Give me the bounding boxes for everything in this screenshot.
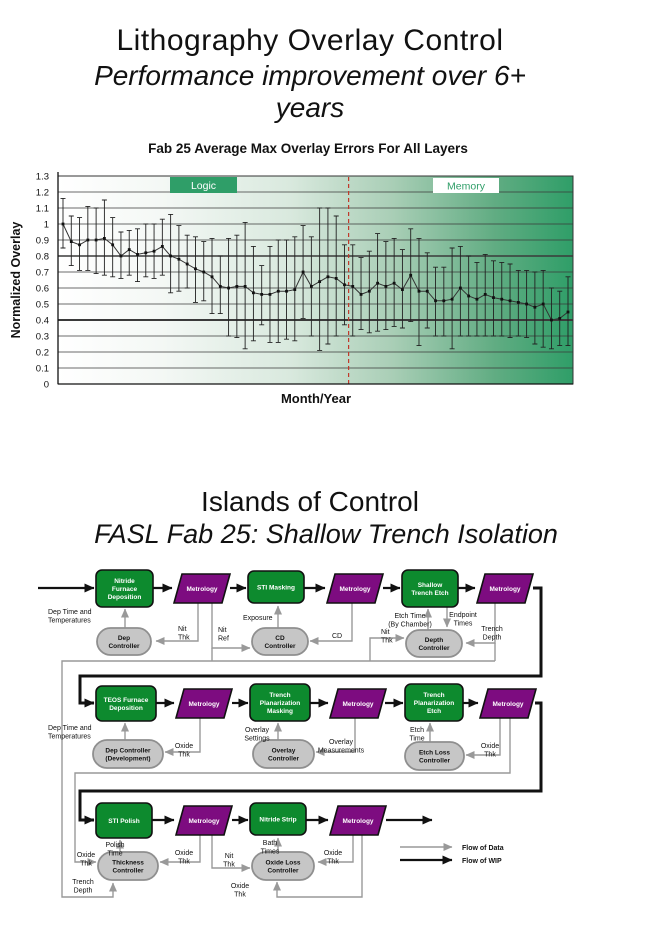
wire-label [481,743,499,759]
data-point-marker [293,288,296,291]
data-point-marker [459,287,462,290]
svg-text:Depth: Depth [482,634,502,642]
wire-label [218,627,229,643]
data-point-marker [376,282,379,285]
wire-label [388,613,432,629]
node-label: CD [275,634,285,642]
node-label: Depth [424,636,444,644]
svg-text:Dep Time and: Dep Time and [48,609,92,616]
data-point-marker [567,311,570,314]
node-cd-controller [252,628,308,655]
data-point-marker [111,243,114,246]
node-label: Metrology [186,585,218,593]
data-point-marker [426,290,429,293]
y-tick-label: 0.1 [35,363,49,375]
svg-text:Oxide: Oxide [76,852,96,859]
svg-text:Oxide: Oxide [174,743,194,750]
data-point-marker [451,298,454,301]
data-point-marker [235,285,238,288]
data-point-marker [335,277,338,280]
y-tick-label: 1 [43,219,49,231]
slide1-title: Lithography Overlay Control [116,24,504,57]
data-point-marker [434,299,437,302]
data-point-marker [525,303,528,306]
wire-label [231,883,249,899]
node-metrology-3 [477,574,533,603]
node-label: Metrology [492,700,524,708]
svg-text:Nit: Nit [224,853,234,860]
data-point-marker [351,285,354,288]
svg-text:Times: Times [260,848,280,856]
y-tick-label: 0.9 [35,235,49,247]
data-flow-wire [310,603,352,641]
svg-text:Thk: Thk [80,860,92,868]
data-point-marker [70,240,73,243]
data-point-marker [153,250,156,253]
node-label: Furnace [111,585,138,593]
data-point-marker [360,293,363,296]
data-point-marker [178,258,181,261]
data-point-marker [542,303,545,306]
node-label: STI Masking [257,584,295,592]
svg-text:Nit: Nit [381,629,390,636]
svg-text:Exposure: Exposure [243,615,273,622]
wire-label [178,626,190,642]
node-metrology-8 [330,806,386,835]
data-point-marker [476,298,479,301]
node-label: Thickness [112,859,144,867]
chart-y-axis-label: Normalized Overlay [9,221,23,339]
data-point-marker [401,288,404,291]
svg-text:Depth: Depth [73,887,93,895]
data-point-marker [442,299,445,302]
wire-label [48,725,92,741]
node-label: Nitride Strip [259,816,297,824]
node-label: Metrology [342,700,374,708]
wire-label [72,879,94,895]
node-nitride-furnace-deposition [96,570,153,607]
node-label: Metrology [188,700,220,708]
node-label: Controller [264,642,296,650]
node-metrology-7 [176,806,232,835]
node-label: Etch Loss [418,749,451,757]
data-point-marker [219,285,222,288]
y-tick-label: 0.2 [35,347,49,359]
node-sti-polish [96,803,152,838]
node-label: Controller [418,757,451,765]
wire-label [223,853,235,869]
node-label: Metrology [489,585,521,593]
node-teos-furnace-deposition [96,686,156,721]
svg-text:Thk: Thk [327,858,339,866]
node-label: Planarization [259,699,301,707]
node-label: STI Polish [108,817,140,825]
wire-label [175,850,193,866]
data-point-marker [327,275,330,278]
svg-text:Oxide: Oxide [174,850,194,857]
svg-text:CD: CD [332,633,343,640]
node-label: Dep [117,634,131,642]
node-label: Controller [418,644,450,652]
svg-text:Thk: Thk [178,858,190,866]
y-tick-label: 1.2 [35,187,49,199]
data-point-marker [285,290,288,293]
node-label: Planarization [413,699,455,707]
data-point-marker [418,290,421,293]
node-metrology-5 [330,689,386,718]
wire-label [48,609,92,625]
node-label: Dep Controller [105,747,151,755]
y-tick-label: 0.6 [35,283,49,295]
wire-label [462,858,502,865]
data-point-marker [484,293,487,296]
node-dep-controller [97,628,151,655]
wire-label [77,852,95,868]
svg-text:Thk: Thk [484,751,496,759]
node-label: Controller [267,755,300,763]
data-point-marker [558,317,561,320]
data-point-marker [318,280,321,283]
svg-text:Etch Time: Etch Time [394,613,426,620]
data-point-marker [260,293,263,296]
svg-text:Endpoint: Endpoint [449,612,477,619]
wire-label [175,743,193,759]
slide2-title: Islands of Control [201,486,419,517]
process-flow-diagram-svg [0,555,652,929]
svg-text:Nit: Nit [178,626,187,633]
node-label: Overlay [271,747,296,755]
node-label: Controller [112,867,144,875]
svg-text:Thk: Thk [178,634,190,642]
data-point-marker [227,287,230,290]
wire-label [244,727,270,743]
node-label: Controller [267,867,299,875]
svg-text:Overlay: Overlay [328,739,354,746]
svg-text:Nit: Nit [218,627,227,634]
svg-text:(By Chamber): (By Chamber) [388,621,432,629]
node-label: Nitride [114,577,135,585]
svg-text:Ref: Ref [218,635,229,643]
data-flow-wire [156,603,198,641]
node-depth-controller [406,630,462,657]
data-point-marker [211,275,214,278]
node-label: Deposition [109,704,143,712]
node-label: Shallow [417,581,443,589]
wire-label [318,739,365,755]
svg-text:Overlay: Overlay [244,727,270,734]
chart-title: Fab 25 Average Max Overlay Errors For All Layers [148,141,468,156]
node-dep-controller-development [93,740,163,768]
data-point-marker [95,239,98,242]
svg-text:Thk: Thk [381,637,393,645]
node-label: TEOS Furnace [103,696,149,704]
data-point-marker [302,271,305,274]
node-label: Deposition [107,593,142,601]
wire-label [332,633,342,640]
wire-label [261,840,280,856]
svg-text:Oxide: Oxide [323,850,343,857]
overlay-error-chart-svg [0,130,652,420]
y-tick-label: 0.5 [35,299,49,311]
data-point-marker [202,271,205,274]
data-point-marker [393,282,396,285]
slide1-subtitle-line2: years [275,92,345,123]
data-point-marker [161,245,164,248]
chart-plot-area [58,176,573,384]
data-point-marker [550,319,553,322]
node-label: Trench [423,691,445,699]
data-point-marker [269,293,272,296]
svg-text:Trench: Trench [481,626,503,633]
svg-text:Dep Time and: Dep Time and [48,725,92,732]
data-point-marker [500,298,503,301]
data-point-marker [467,295,470,298]
data-point-marker [194,267,197,270]
node-label: Trench [269,691,291,699]
svg-text:Oxide: Oxide [480,743,500,750]
svg-text:Etch: Etch [409,727,425,734]
node-metrology-2 [327,574,383,603]
svg-text:Time: Time [107,850,123,858]
svg-text:Flow of Data: Flow of Data [462,845,504,852]
node-overlay-controller [253,740,314,768]
y-tick-label: 0.7 [35,267,49,279]
node-shallow-trench-etch [402,570,458,607]
data-point-marker [368,290,371,293]
chart-x-axis-label: Month/Year [280,391,352,406]
svg-text:Bath: Bath [262,840,278,847]
wire-label [381,629,393,645]
data-point-marker [277,290,280,293]
data-point-marker [409,274,412,277]
svg-text:Times: Times [453,620,473,628]
node-trench-planarization-masking [250,684,310,721]
data-point-marker [533,306,536,309]
wire-label [481,626,503,642]
data-point-marker [103,237,106,240]
node-label: Metrology [339,585,371,593]
node-label: Controller [108,642,140,650]
svg-text:Thk: Thk [178,751,190,759]
node-label: Metrology [188,817,220,825]
data-point-marker [492,296,495,299]
svg-text:Trench: Trench [72,879,94,886]
slide1-subtitle-line1: Performance improvement over 6+ [94,60,526,91]
node-label: Trench Etch [411,589,449,597]
wire-label [462,845,504,852]
svg-text:Settings: Settings [244,735,270,743]
svg-text:Thk: Thk [223,861,235,869]
y-tick-label: 0.3 [35,331,49,343]
svg-text:Temperatures: Temperatures [48,617,91,625]
logic-region-label: Logic [190,180,217,192]
node-label: Metrology [342,817,374,825]
data-point-marker [144,251,147,254]
data-point-marker [86,239,89,242]
slide2-subtitle: FASL Fab 25: Shallow Trench Isolation [94,519,558,549]
data-point-marker [120,255,123,258]
wire-label [409,727,424,743]
y-tick-label: 0.4 [35,315,49,327]
data-point-marker [517,301,520,304]
node-oxide-loss-controller [252,852,314,880]
node-label: Etch [426,707,442,715]
y-tick-label: 1.1 [35,203,49,215]
data-point-marker [186,263,189,266]
svg-text:Time: Time [409,735,425,743]
node-label: Oxide Loss [265,859,301,867]
data-point-marker [343,283,346,286]
svg-text:Polish: Polish [105,842,125,849]
node-nitride-strip [250,803,306,835]
svg-text:Flow of WIP: Flow of WIP [462,858,502,865]
svg-text:Thk: Thk [234,891,246,899]
y-tick-label: 0 [43,379,49,391]
data-point-marker [62,223,65,226]
wire-label [243,615,273,622]
y-tick-label: 0.8 [35,251,49,263]
data-point-marker [384,285,387,288]
wire-label [324,850,342,866]
node-etch-loss-controller [405,742,464,770]
wire-label [105,842,124,858]
process-flow-diagram [0,555,652,929]
node-label: Masking [266,707,294,715]
overlay-error-chart [0,130,652,420]
node-metrology-1 [174,574,230,603]
svg-text:Temperatures: Temperatures [48,733,91,741]
data-point-marker [252,291,255,294]
data-point-marker [509,299,512,302]
y-tick-label: 1.3 [35,171,49,183]
data-point-marker [244,285,247,288]
data-point-marker [136,253,139,256]
node-label: (Development) [105,755,151,763]
node-metrology-4 [176,689,232,718]
data-point-marker [128,248,131,251]
data-point-marker [78,243,81,246]
node-trench-planarization-etch [405,684,463,721]
data-point-marker [310,285,313,288]
svg-text:Measurements: Measurements [317,747,365,755]
data-point-marker [169,255,172,258]
wire-label [449,612,477,628]
memory-region-label: Memory [447,180,485,193]
svg-text:Oxide: Oxide [230,883,250,890]
node-metrology-6 [480,689,536,718]
node-sti-masking [248,571,304,603]
